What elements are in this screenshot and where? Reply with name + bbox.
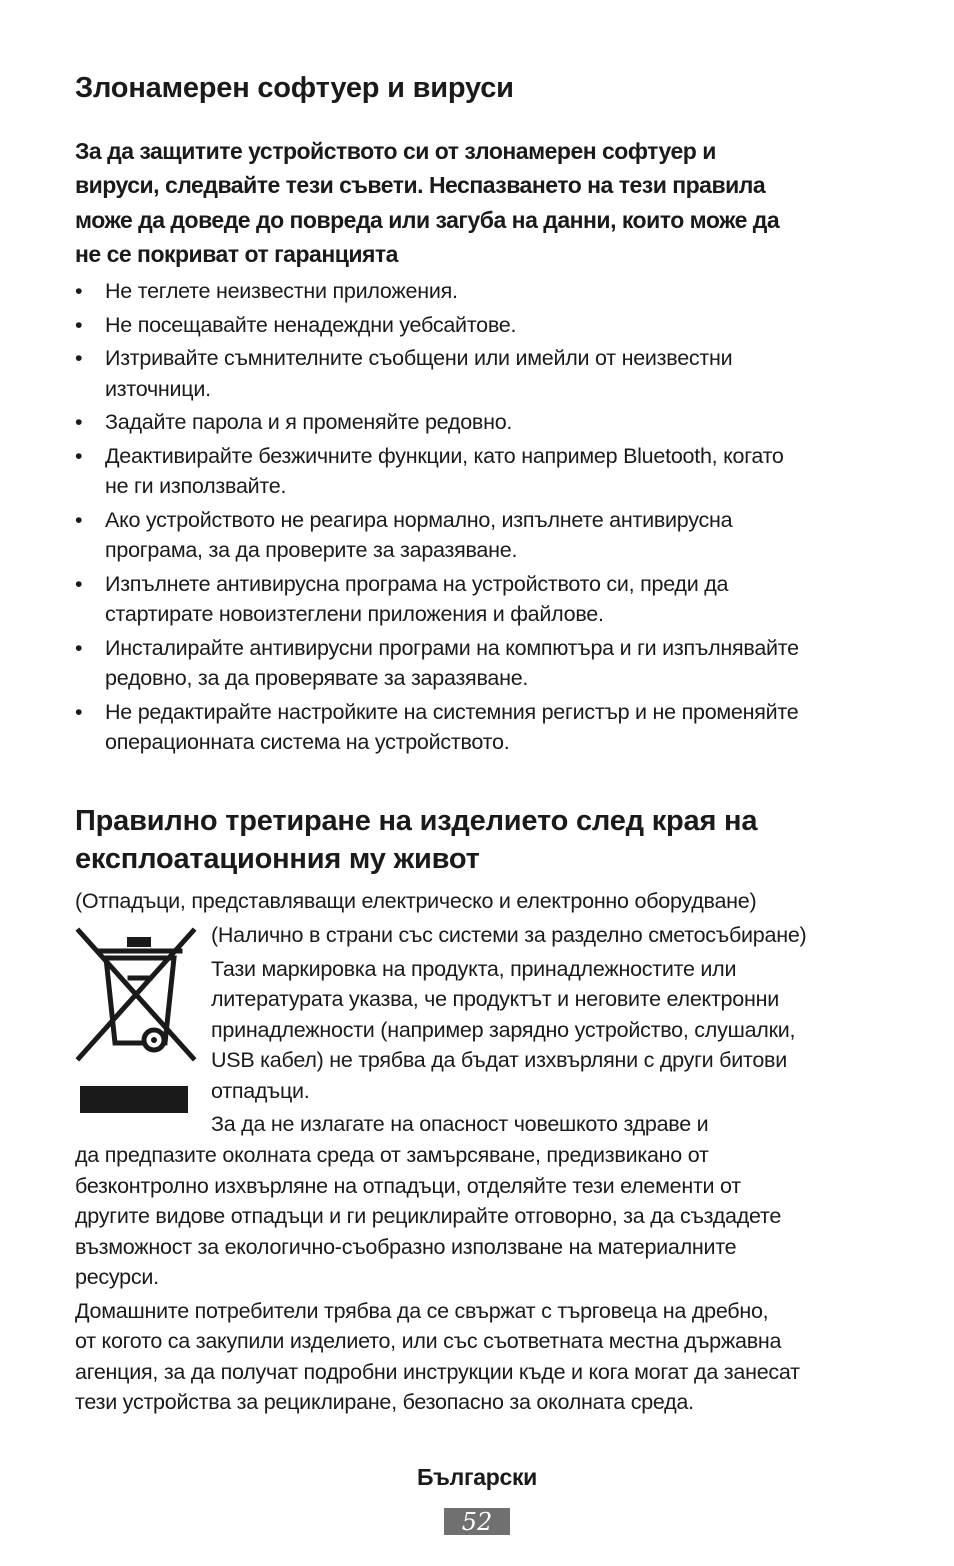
bullet-icon: • xyxy=(75,312,83,337)
paragraph-line: тези устройства за рециклиране, безопасно за околната среда. xyxy=(75,1390,694,1414)
list-item-line: операционната система на устройството. xyxy=(105,730,510,754)
paragraph-line: да предпазите околната среда от замърсяване, предизвикано от xyxy=(75,1143,709,1167)
list-item xyxy=(75,310,875,341)
list-item-line: Деактивирайте безжичните функции, като например Bluetooth, когато xyxy=(105,443,784,468)
paragraph-line: ресурси. xyxy=(75,1265,159,1289)
bullet-icon: • xyxy=(75,699,83,724)
paragraph-line: (Налично в страни със системи за разделно сметосъбиране) xyxy=(211,923,807,947)
list-item-line: редовно, за да проверявате за заразяване. xyxy=(105,666,529,690)
list-item xyxy=(75,697,875,758)
list-item xyxy=(75,407,875,438)
weee-paragraph-health-start xyxy=(211,1109,875,1140)
section-title-line: Правилно третиране на изделието след края на xyxy=(75,805,758,837)
bullet-icon: • xyxy=(75,571,83,596)
list-item-line: Инсталирайте антивирусни програми на компютъра и ги изпълнявайте xyxy=(105,635,799,660)
paragraph-line: принадлежности (например зарядно устройство, слушалки, xyxy=(211,1017,796,1042)
list-item xyxy=(75,441,875,502)
list-item-line: Изтривайте съмнителните съобщени или имейли от неизвестни xyxy=(105,346,733,370)
paragraph-line: USB кабел) не трябва да бъдат изхвърляни с други битови xyxy=(211,1048,787,1072)
section-title-malware: Злонамерен софтуер и вируси xyxy=(75,72,514,104)
list-item-line: Не редактирайте настройките на системния регистър и не променяйте xyxy=(105,699,799,724)
bullet-icon: • xyxy=(75,635,83,660)
paragraph-line: възможност за екологично-съобразно използване на материалните xyxy=(75,1234,737,1259)
paragraph-line: литературата указва, че продуктът и неговите електронни xyxy=(211,987,779,1011)
paragraph-line: За да не излагате на опасност човешкото здраве и xyxy=(211,1112,709,1136)
bullet-icon: • xyxy=(75,443,83,468)
paragraph-line: отпадъци. xyxy=(211,1078,310,1103)
section-title-disposal xyxy=(75,802,875,878)
bullet-icon: • xyxy=(75,279,83,303)
malware-intro-paragraph xyxy=(75,134,875,271)
list-item-line: Изпълнете антивирусна програма на устройството си, преди да xyxy=(105,571,729,596)
footer-language: Български xyxy=(416,1464,538,1490)
list-item xyxy=(75,569,875,630)
list-item-line: Не теглете неизвестни приложения. xyxy=(105,279,458,303)
list-item xyxy=(75,343,875,404)
paragraph-line: другите видове отпадъци и ги рециклирайте отговорно, за да създадете xyxy=(75,1204,782,1228)
weee-paragraph-marking xyxy=(211,954,875,1107)
list-item xyxy=(75,505,875,566)
bullet-icon: • xyxy=(75,346,83,370)
list-item-line: Задайте парола и я променяйте редовно. xyxy=(105,410,513,434)
list-item-line: не ги използвайте. xyxy=(105,474,287,498)
intro-line: За да защитите устройството си от злонамерен софтуер и xyxy=(75,138,716,164)
weee-paragraph-household xyxy=(75,1296,875,1418)
paragraph-line: Тази маркировка на продукта, принадлежностите или xyxy=(211,956,737,981)
section-title-line: експлоатационния му живот xyxy=(75,843,480,875)
list-item-line: стартирате новоизтеглени приложения и файлове. xyxy=(105,602,604,626)
bullet-icon: • xyxy=(75,507,83,532)
weee-description xyxy=(211,920,875,1143)
paragraph-line: безконтролно изхвърляне на отпадъци, отделяйте тези елементи от xyxy=(75,1173,741,1198)
list-item xyxy=(75,633,875,694)
paragraph-line: Домашните потребители трябва да се свържат с търговеца на дребно, xyxy=(75,1298,769,1323)
bullet-icon: • xyxy=(75,410,83,434)
list-item-line: Не посещавайте ненадеждни уебсайтове. xyxy=(105,312,517,337)
list-item-line: програма, за да проверите за заразяване. xyxy=(105,538,518,562)
list-item-line: източници. xyxy=(105,376,211,401)
intro-line: не се покриват от гаранцията xyxy=(75,240,398,267)
weee-paragraph-health xyxy=(75,1140,875,1293)
paragraph-line: от когото са закупили изделието, или със съответната местна държавна xyxy=(75,1329,782,1353)
crossed-out-wheeled-bin-icon xyxy=(75,923,200,1118)
page-number: 52 xyxy=(444,1508,510,1535)
weee-continued-text xyxy=(75,1140,875,1421)
list-item xyxy=(75,276,875,307)
weee-subtitle: (Отпадъци, представляващи електрическо и електронно оборудване) xyxy=(75,889,757,913)
malware-tips-list xyxy=(75,276,875,761)
paragraph-line: агенция, за да получат подробни инструкции къде и кога могат да занесат xyxy=(75,1359,800,1384)
intro-line: може да доведе до повреда или загуба на данни, които може да xyxy=(75,206,780,233)
intro-line: вируси, следвайте тези съвети. Неспазването на тези правила xyxy=(75,172,766,199)
list-item-line: Ако устройството не реагира нормално, изпълнете антивирусна xyxy=(105,507,733,532)
weee-availability-note xyxy=(211,920,875,951)
